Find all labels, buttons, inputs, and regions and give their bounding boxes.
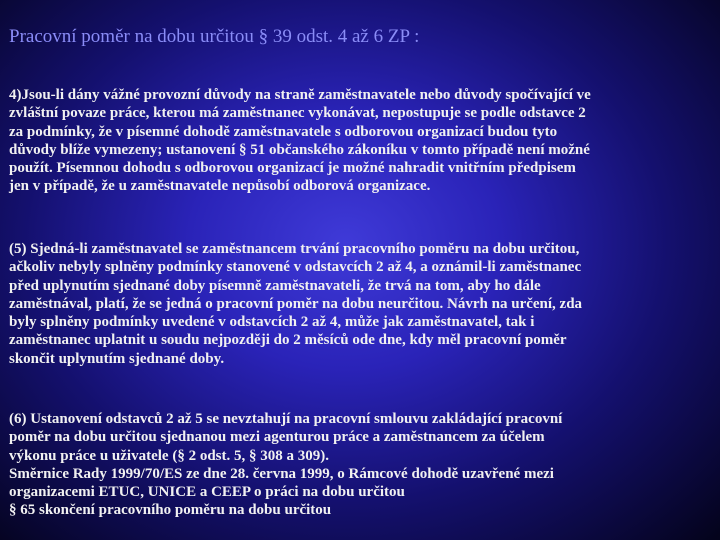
paragraph-line: skončit uplynutím sjednané doby. xyxy=(9,350,225,367)
paragraph-line: poměr na dobu určitou sjednanou mezi agenturou práce a zaměstnancem za účelem xyxy=(9,429,545,446)
paragraph-line: zaměstnanec uplatnit u soudu nejpozději do 2 měsíců ode dne, kdy měl pracovní poměr xyxy=(9,332,567,349)
paragraph-6 xyxy=(9,410,713,520)
paragraph-line: důvody blíže vymezeny; ustanovení § 51 občanského zákoníku v tomto případě není možné xyxy=(9,141,590,158)
paragraph-line: § 65 skončení pracovního poměru na dobu určitou xyxy=(9,502,332,519)
paragraph-line: ačkoliv nebyly splněny podmínky stanovené v odstavcích 2 až 4, a oznámil-li zaměstnanec xyxy=(9,259,582,276)
paragraph-line: za podmínky, že v písemné dohodě zaměstnavatele s odborovou organizací budou tyto xyxy=(9,123,558,140)
paragraph-line: jen v případě, že u zaměstnavatele nepůsobí odborová organizace. xyxy=(9,178,431,195)
paragraph-line: byly splněny podmínky uvedené v odstavcích 2 až 4, může jak zaměstnavatel, tak i xyxy=(9,314,535,331)
paragraph-line: organizacemi ETUC, UNICE a CEEP o práci na dobu určitou xyxy=(9,484,405,501)
paragraph-line: použít. Písemnou dohodu s odborovou organizací je možné nahradit vnitřním předpisem xyxy=(9,160,576,177)
paragraph-line: (5) Sjedná-li zaměstnavatel se zaměstnancem trvání pracovního poměru na dobu určitou, xyxy=(9,241,580,257)
paragraph-line: před uplynutím sjednané doby písemně zaměstnavateli, že trvá na tom, aby ho dále xyxy=(9,277,541,294)
paragraph-line: zvláštní povaze práce, kterou má zaměstnanec vykonávat, nepostupuje se podle odstavce 2 xyxy=(9,105,586,122)
paragraph-line: (6) Ustanovení odstavců 2 až 5 se nevztahují na pracovní smlouvu zakládající pracovní xyxy=(9,411,563,427)
slide-title: Pracovní poměr na dobu určitou § 39 odst. 4 až 6 ZP : xyxy=(9,26,420,47)
paragraph-line: zaměstnával, platí, že se jedná o pracovní poměr na dobu neurčitou. Návrh na určení, zda xyxy=(9,295,583,312)
paragraph-4 xyxy=(9,86,713,196)
paragraph-line: výkonu práce u uživatele (§ 2 odst. 5, § 308 a 309). xyxy=(9,447,329,464)
paragraph-5 xyxy=(9,240,713,368)
paragraph-line: Směrnice Rady 1999/70/ES ze dne 28. června 1999, o Rámcové dohodě uzavřené mezi xyxy=(9,465,554,482)
paragraph-line: 4)Jsou-li dány vážné provozní důvody na straně zaměstnavatele nebo důvody spočívající ve xyxy=(9,87,591,103)
